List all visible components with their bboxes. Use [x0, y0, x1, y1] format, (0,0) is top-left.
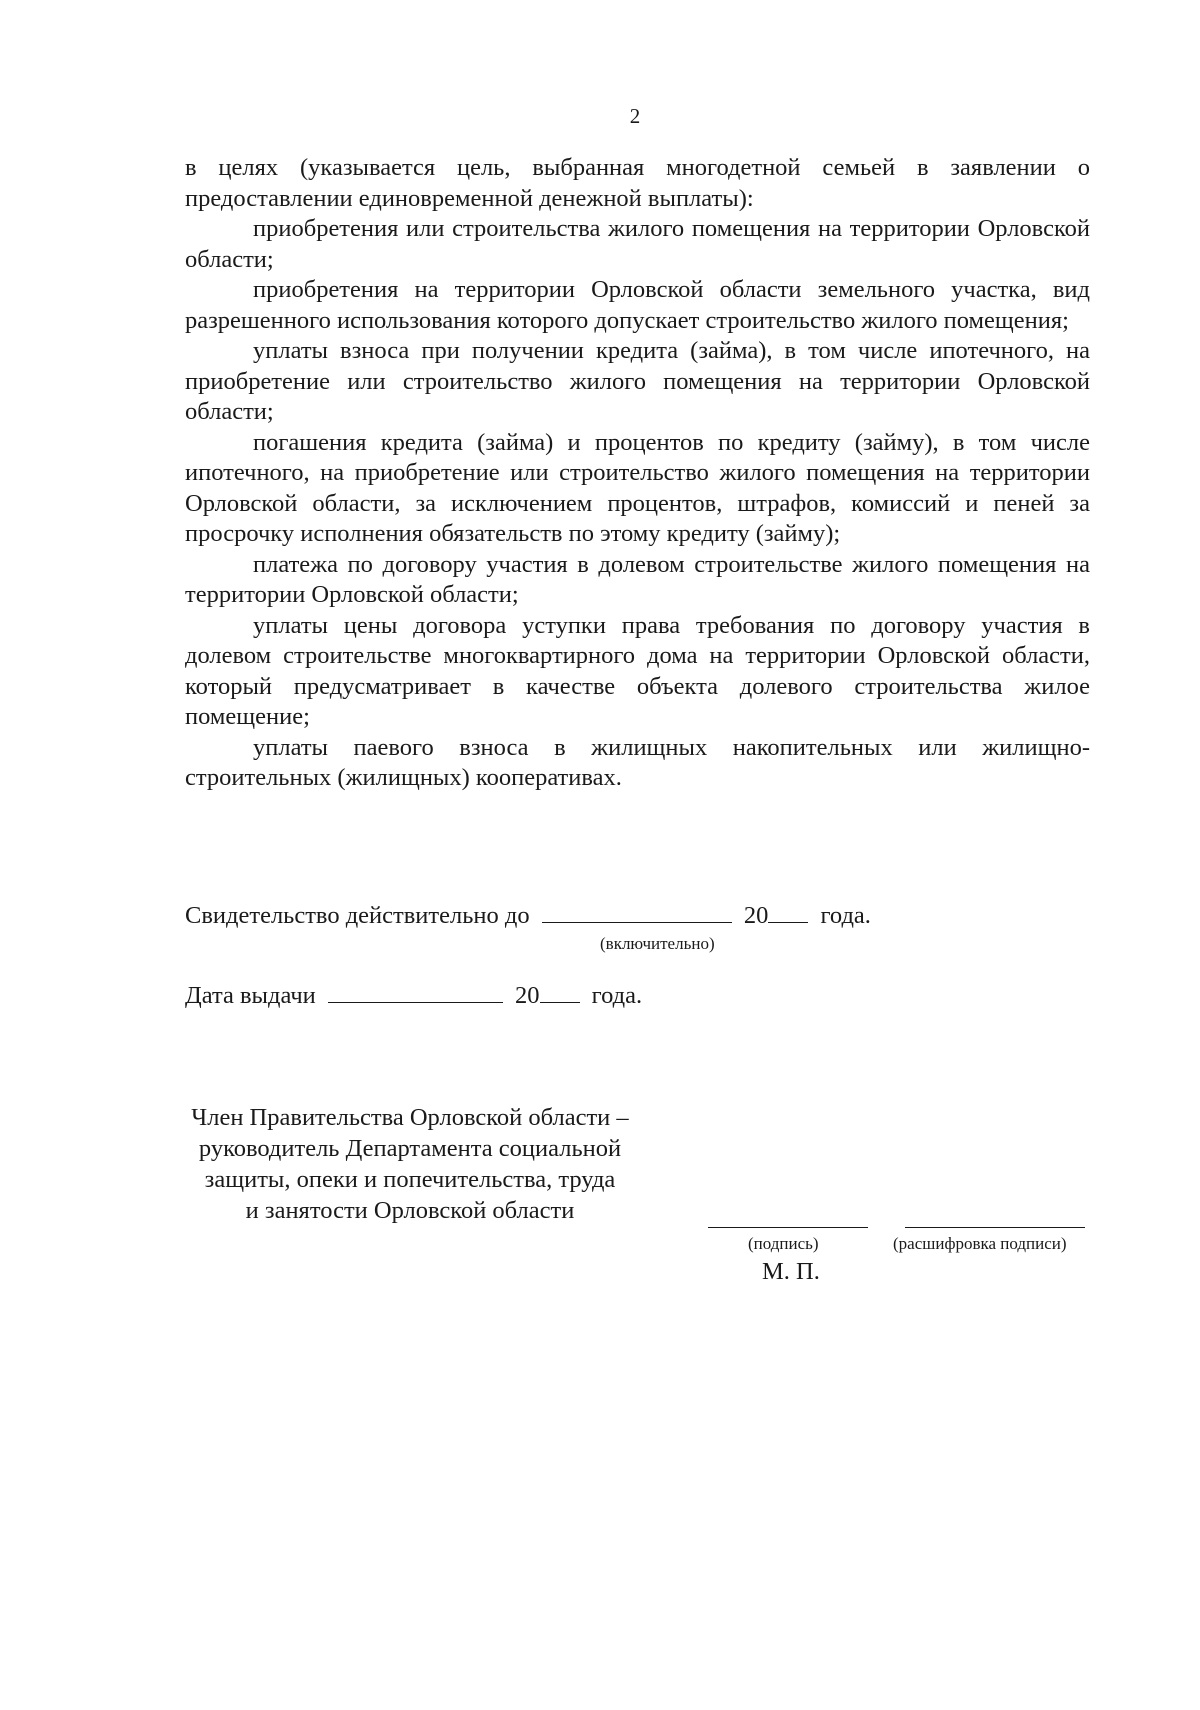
paragraph-intro: в целях (указывается цель, выбранная многодетной семьей в заявлении о предоставлении единовременной денежной выплаты):: [185, 154, 1090, 212]
issue-date-label: Дата выдачи: [185, 982, 316, 1009]
validity-date-blank[interactable]: [542, 900, 732, 923]
paragraph-purpose-2: приобретения на территории Орловской области земельного участка, вид разрешенного использования которого допускает строительство жилого помещения;: [185, 276, 1090, 334]
page-number: 2: [629, 104, 641, 128]
issue-date-blank[interactable]: [328, 980, 503, 1003]
validity-label: Свидетельство действительно до: [185, 902, 530, 929]
paragraph-purpose-1: приобретения или строительства жилого помещения на территории Орловской области;: [185, 215, 1090, 273]
signature-hint: (подпись): [748, 1234, 819, 1253]
issue-year-prefix: 20: [515, 982, 540, 1009]
official-title: [140, 1102, 680, 1226]
purpose-list: [185, 153, 1090, 794]
decryption-hint: (расшифровка подписи): [893, 1234, 1067, 1253]
official-title-line: руководитель Департамента социальной: [198, 1135, 622, 1162]
validity-year-suffix: года.: [820, 902, 871, 929]
paragraph-purpose-4: погашения кредита (займа) и процентов по кредиту (займу), в том числе ипотечного, на приобретение или строительство жилого помещения на территории Орловской области, за исключением процентов, штрафов, комиссий и пеней за просрочку исполнения обязательств по этому кредиту (займу);: [185, 428, 1090, 547]
validity-line: [185, 900, 871, 930]
paragraph-purpose-7: уплаты паевого взноса в жилищных накопительных или жилищно-строительных (жилищных) кооперативах.: [185, 733, 1090, 791]
paragraph-purpose-5: платежа по договору участия в долевом строительстве жилого помещения на территории Орловской области;: [185, 550, 1090, 608]
issue-year-suffix: года.: [591, 982, 643, 1009]
signature-decryption-line[interactable]: [905, 1226, 1085, 1228]
issue-date-line: [185, 980, 642, 1010]
validity-year-blank[interactable]: [768, 900, 808, 923]
seal-place: М. П.: [762, 1258, 820, 1285]
paragraph-purpose-3: уплаты взноса при получении кредита (займа), в том числе ипотечного, на приобретение или строительство жилого помещения на территории Орловской области;: [185, 337, 1090, 425]
official-title-line: и занятости Орловской области: [245, 1197, 575, 1224]
official-title-line: Член Правительства Орловской области –: [191, 1104, 629, 1131]
issue-year-blank[interactable]: [540, 980, 580, 1003]
official-title-line: защиты, опеки и попечительства, труда: [204, 1166, 616, 1193]
signature-line[interactable]: [708, 1226, 868, 1228]
validity-hint: (включительно): [600, 934, 715, 953]
paragraph-purpose-6: уплаты цены договора уступки права требования по договору участия в долевом строительстве многоквартирного дома на территории Орловской области, который предусматривает в качестве объекта долевого строительства жилое помещение;: [185, 611, 1090, 730]
validity-year-prefix: 20: [743, 902, 769, 929]
